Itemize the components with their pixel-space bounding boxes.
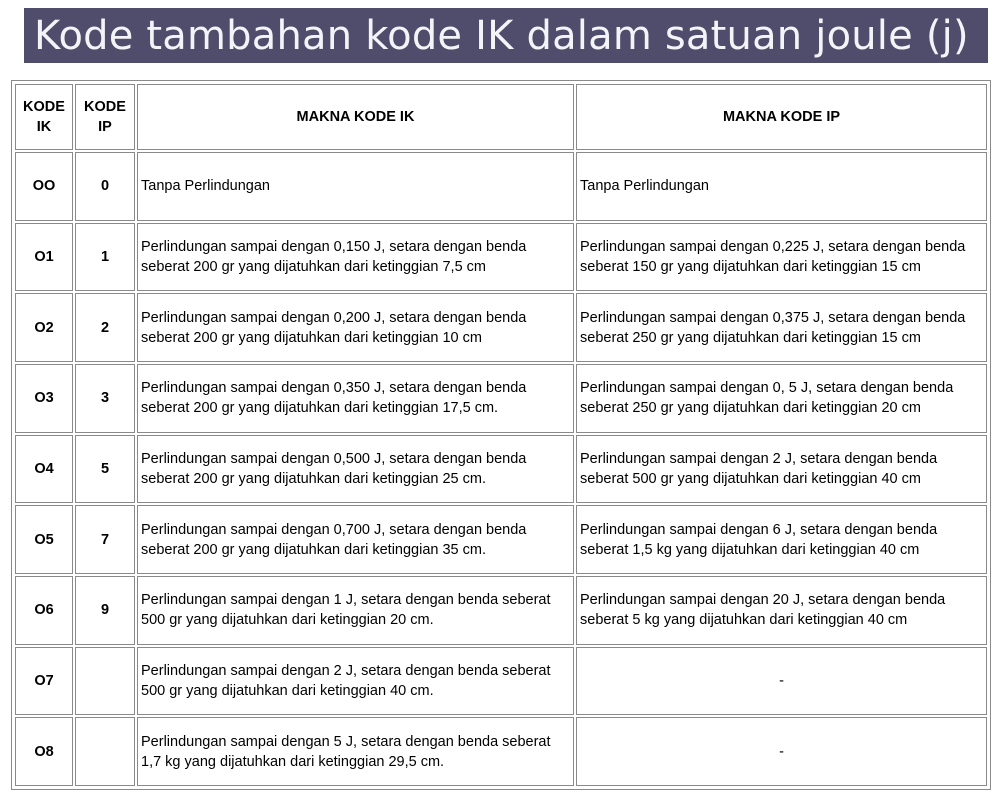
cell-kode-ik: O5 xyxy=(15,505,73,574)
cell-kode-ik: O8 xyxy=(15,717,73,786)
cell-makna-ip: Perlindungan sampai dengan 2 J, setara dengan benda seberat 500 gr yang dijatuhkan dari ketinggian 40 cm xyxy=(576,435,987,504)
cell-kode-ip: 5 xyxy=(75,435,135,504)
header-makna-kode-ik: MAKNA KODE IK xyxy=(137,84,574,150)
cell-kode-ik: O4 xyxy=(15,435,73,504)
cell-makna-ip: - xyxy=(576,717,987,786)
table-row xyxy=(15,223,987,292)
cell-makna-ik: Perlindungan sampai dengan 0,500 J, setara dengan benda seberat 200 gr yang dijatuhkan dari ketinggian 25 cm. xyxy=(137,435,574,504)
cell-kode-ik: O7 xyxy=(15,647,73,716)
table-row xyxy=(15,435,987,504)
page-title: Kode tambahan kode IK dalam satuan joule (j) xyxy=(34,12,969,59)
cell-kode-ip: 1 xyxy=(75,223,135,292)
table-row xyxy=(15,505,987,574)
table-row xyxy=(15,293,987,362)
cell-makna-ik: Perlindungan sampai dengan 2 J, setara dengan benda seberat 500 gr yang dijatuhkan dari ketinggian 40 cm. xyxy=(137,647,574,716)
cell-makna-ik: Perlindungan sampai dengan 5 J, setara dengan benda seberat 1,7 kg yang dijatuhkan dari ketinggian 29,5 cm. xyxy=(137,717,574,786)
cell-makna-ip: Perlindungan sampai dengan 0, 5 J, setara dengan benda seberat 250 gr yang dijatuhkan dari ketinggian 20 cm xyxy=(576,364,987,433)
cell-kode-ik: O1 xyxy=(15,223,73,292)
header-kode-ik: KODE IK xyxy=(15,84,73,150)
table-row xyxy=(15,647,987,716)
title-banner xyxy=(24,8,988,63)
cell-makna-ik: Perlindungan sampai dengan 0,150 J, setara dengan benda seberat 200 gr yang dijatuhkan dari ketinggian 7,5 cm xyxy=(137,223,574,292)
header-kode-ip: KODE IP xyxy=(75,84,135,150)
cell-makna-ik: Perlindungan sampai dengan 0,700 J, setara dengan benda seberat 200 gr yang dijatuhkan dari ketinggian 35 cm. xyxy=(137,505,574,574)
cell-kode-ip: 7 xyxy=(75,505,135,574)
header-makna-kode-ip: MAKNA KODE IP xyxy=(576,84,987,150)
ik-ip-table-frame xyxy=(11,80,991,790)
cell-makna-ik: Tanpa Perlindungan xyxy=(137,152,574,221)
cell-makna-ik: Perlindungan sampai dengan 0,200 J, setara dengan benda seberat 200 gr yang dijatuhkan dari ketinggian 10 cm xyxy=(137,293,574,362)
table-row xyxy=(15,152,987,221)
cell-kode-ip: 9 xyxy=(75,576,135,645)
table-row xyxy=(15,717,987,786)
cell-kode-ik: O3 xyxy=(15,364,73,433)
cell-kode-ip: 3 xyxy=(75,364,135,433)
cell-makna-ip: Perlindungan sampai dengan 6 J, setara dengan benda seberat 1,5 kg yang dijatuhkan dari ketinggian 40 cm xyxy=(576,505,987,574)
cell-kode-ik: O2 xyxy=(15,293,73,362)
cell-kode-ip: 0 xyxy=(75,152,135,221)
ik-ip-table xyxy=(13,82,989,788)
cell-makna-ip: Perlindungan sampai dengan 0,225 J, setara dengan benda seberat 150 gr yang dijatuhkan dari ketinggian 15 cm xyxy=(576,223,987,292)
cell-makna-ik: Perlindungan sampai dengan 0,350 J, setara dengan benda seberat 200 gr yang dijatuhkan dari ketinggian 17,5 cm. xyxy=(137,364,574,433)
table-row xyxy=(15,576,987,645)
cell-makna-ik: Perlindungan sampai dengan 1 J, setara dengan benda seberat 500 gr yang dijatuhkan dari ketinggian 20 cm. xyxy=(137,576,574,645)
cell-kode-ik: O6 xyxy=(15,576,73,645)
cell-makna-ip: Perlindungan sampai dengan 20 J, setara dengan benda seberat 5 kg yang dijatuhkan dari ketinggian 40 cm xyxy=(576,576,987,645)
cell-kode-ip: 2 xyxy=(75,293,135,362)
cell-kode-ik: OO xyxy=(15,152,73,221)
cell-makna-ip: Tanpa Perlindungan xyxy=(576,152,987,221)
table-row xyxy=(15,364,987,433)
cell-kode-ip xyxy=(75,717,135,786)
cell-makna-ip: Perlindungan sampai dengan 0,375 J, setara dengan benda seberat 250 gr yang dijatuhkan dari ketinggian 15 cm xyxy=(576,293,987,362)
table-header-row xyxy=(15,84,987,150)
cell-kode-ip xyxy=(75,647,135,716)
cell-makna-ip: - xyxy=(576,647,987,716)
